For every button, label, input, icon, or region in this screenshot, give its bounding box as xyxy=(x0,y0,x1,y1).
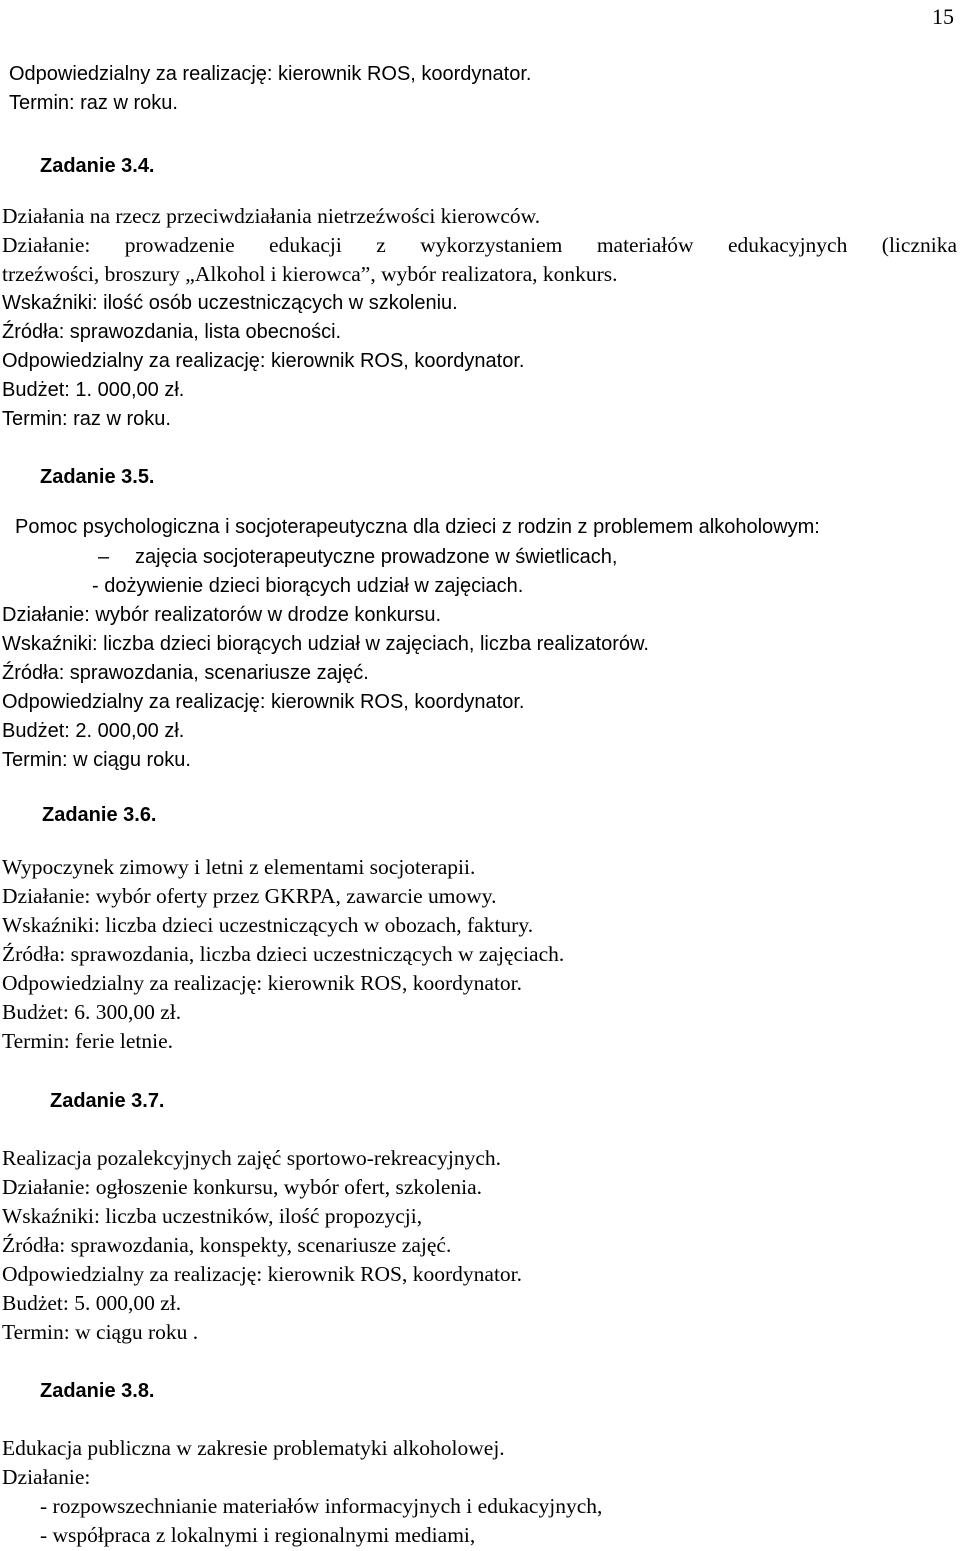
task-3-6-indicators: Wskaźniki: liczba dzieci uczestniczących w obozach, faktury. xyxy=(2,913,534,937)
task-3-4-action-line1: Działanie: prowadzenie edukacji z wykorzystaniem materiałów edukacyjnych (licznika xyxy=(2,233,957,257)
task-3-6-title: Wypoczynek zimowy i letni z elementami socjoterapii. xyxy=(2,855,476,879)
task-3-8-heading: Zadanie 3.8. xyxy=(40,1380,155,1402)
task-3-7-heading: Zadanie 3.7. xyxy=(50,1090,165,1112)
task-3-7-action: Działanie: ogłoszenie konkursu, wybór ofert, szkolenia. xyxy=(2,1175,483,1199)
task-3-4-indicators: Wskaźniki: ilość osób uczestniczących w szkoleniu. xyxy=(2,292,458,314)
task-3-6-action: Działanie: wybór oferty przez GKRPA, zawarcie umowy. xyxy=(2,884,497,908)
task-3-5-sources: Źródła: sprawozdania, scenariusze zajęć. xyxy=(2,662,369,684)
task-3-8-action: Działanie: xyxy=(2,1465,91,1489)
task-3-6-budget: Budżet: 6. 300,00 zł. xyxy=(2,1000,182,1024)
task-3-5-heading: Zadanie 3.5. xyxy=(40,466,155,488)
task-3-6-term: Termin: ferie letnie. xyxy=(2,1029,174,1053)
task-3-4-budget: Budżet: 1. 000,00 zł. xyxy=(2,379,185,401)
task-3-5-title: Pomoc psychologiczna i socjoterapeutyczna dla dzieci z rodzin z problemem alkoholowym: xyxy=(15,516,820,538)
task-3-7-indicators: Wskaźniki: liczba uczestników, ilość propozycji, xyxy=(2,1204,423,1228)
task-3-5-bullet1: zajęcia socjoterapeutyczne prowadzone w świetlicach, xyxy=(135,546,618,568)
task-3-8-title: Edukacja publiczna w zakresie problematyki alkoholowej. xyxy=(2,1436,505,1460)
task-3-4-responsible: Odpowiedzialny za realizację: kierownik ROS, koordynator. xyxy=(2,350,525,372)
task-3-5-action: Działanie: wybór realizatorów w drodze konkursu. xyxy=(2,604,442,626)
task-3-7-title: Realizacja pozalekcyjnych zajęć sportowo-rekreacyjnych. xyxy=(2,1146,502,1170)
task-3-8-item2: - współpraca z lokalnymi i regionalnymi mediami, xyxy=(40,1523,476,1547)
task-3-6-sources: Źródła: sprawozdania, liczba dzieci uczestniczących w zajęciach. xyxy=(2,942,565,966)
task-3-4-title: Działania na rzecz przeciwdziałania nietrzeźwości kierowców. xyxy=(2,204,541,228)
task-3-6-heading: Zadanie 3.6. xyxy=(42,804,157,826)
task-3-5-term: Termin: w ciągu roku. xyxy=(2,749,191,771)
task-3-7-sources: Źródła: sprawozdania, konspekty, scenariusze zajęć. xyxy=(2,1233,452,1257)
task-3-7-term: Termin: w ciągu roku . xyxy=(2,1320,199,1344)
task-3-5-indicators: Wskaźniki: liczba dzieci biorących udział w zajęciach, liczba realizatorów. xyxy=(2,633,649,655)
task-3-6-responsible: Odpowiedzialny za realizację: kierownik ROS, koordynator. xyxy=(2,971,523,995)
task-3-5-bullet-dash: – xyxy=(98,546,110,568)
task-3-7-responsible: Odpowiedzialny za realizację: kierownik ROS, koordynator. xyxy=(2,1262,523,1286)
task-3-4-action-line2: trzeźwości, broszury „Alkohol i kierowca”, wybór realizatora, konkurs. xyxy=(2,262,618,286)
task-3-5-responsible: Odpowiedzialny za realizację: kierownik ROS, koordynator. xyxy=(2,691,525,713)
page-number: 15 xyxy=(932,4,954,29)
term-line: Termin: raz w roku. xyxy=(9,92,178,114)
task-3-7-budget: Budżet: 5. 000,00 zł. xyxy=(2,1291,182,1315)
task-3-4-heading: Zadanie 3.4. xyxy=(40,155,155,177)
task-3-5-bullet2: - dożywienie dzieci biorących udział w zajęciach. xyxy=(92,575,524,597)
responsible-line: Odpowiedzialny za realizację: kierownik ROS, koordynator. xyxy=(9,63,532,85)
task-3-5-budget: Budżet: 2. 000,00 zł. xyxy=(2,720,185,742)
task-3-4-term: Termin: raz w roku. xyxy=(2,408,171,430)
task-3-4-sources: Źródła: sprawozdania, lista obecności. xyxy=(2,321,342,343)
task-3-8-item1: - rozpowszechnianie materiałów informacyjnych i edukacyjnych, xyxy=(40,1494,603,1518)
